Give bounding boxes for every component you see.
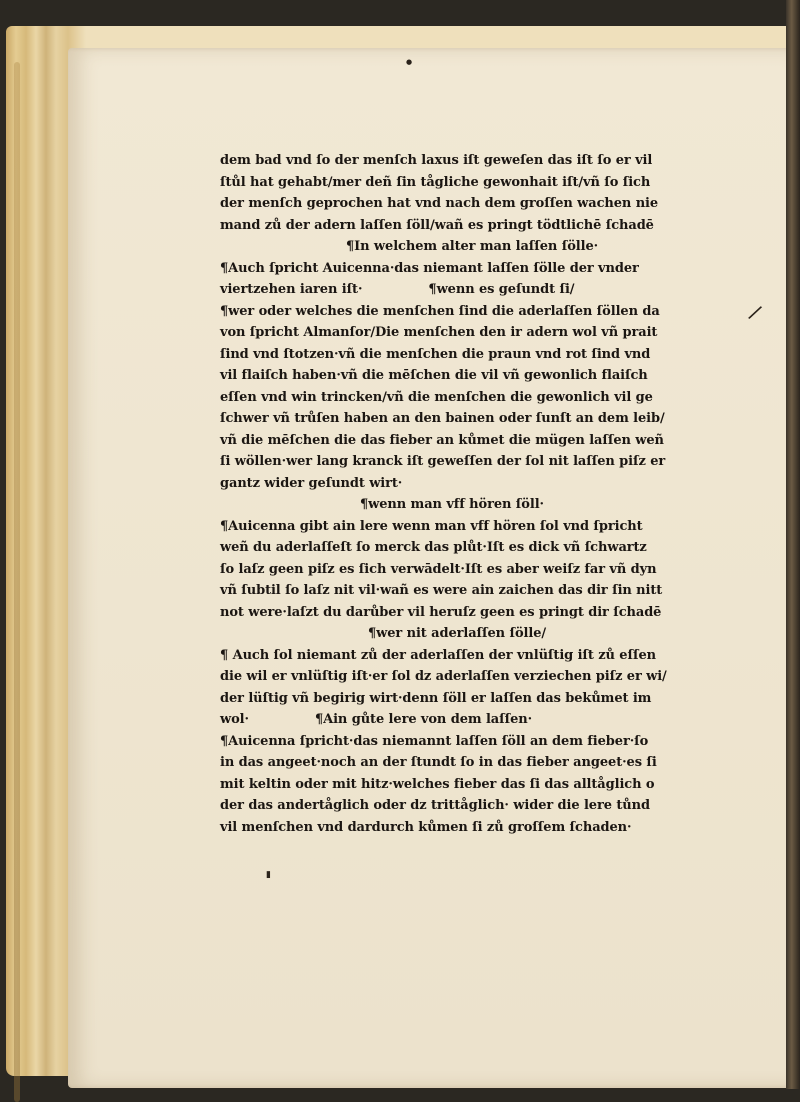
text-line xyxy=(220,709,720,731)
section-heading: ¶In welchem alter man laſſen ſölle· xyxy=(346,239,599,254)
text-block xyxy=(220,150,720,838)
ink-dot: ● xyxy=(406,58,413,66)
text-line: mit keltin oder mit hitz·welches fieber das ſi das alltåglich o xyxy=(220,776,655,792)
text-line: ſchwer vñ trůſen haben an den bainen oder ſunſt an dem leib/ xyxy=(220,411,665,426)
text-line: not were·laſzt du darůber vil heruſz geen es pringt dir ſchadē xyxy=(220,604,662,620)
text-line: der lüſtig vñ begirig wirt·denn ſöll er laſſen das bekůmet im xyxy=(220,690,652,706)
text-line: vil menſchen vnd dardurch kůmen ſi zů groſſem ſchaden· xyxy=(220,819,632,835)
text-line: eſſen vnd win trincken/vñ die menſchen die gewonlich vil ge xyxy=(220,389,653,405)
text-line: ¶Auch ſpricht Auicenna·das niemant laſſen ſölle der vnder xyxy=(220,260,639,276)
text-line: ¶ Auch ſol niemant zů der aderlaſſen der vnlüſtig iſt zů eſſen xyxy=(220,647,656,663)
text-line xyxy=(220,279,720,301)
text-line: der menſch geprochen hat vnd nach dem groſſen wachen nie xyxy=(220,196,659,211)
text-line: von ſpricht Almanſor/Die menſchen den ir adern wol vñ prait xyxy=(220,325,658,340)
text-line: in das angeet·noch an der ſtundt ſo in das fieber angeet·es ſi xyxy=(220,755,657,770)
section-heading: ¶wenn man vff hören ſöll· xyxy=(360,497,544,512)
text-line-start: wol· xyxy=(220,712,249,727)
ink-dot: ▮ xyxy=(266,870,271,880)
text-line: ¶wer oder welches die menſchen ſind die aderlaſſen ſöllen da xyxy=(220,303,660,319)
text-line: die wil er vnlüſtig iſt·er ſol dz aderlaſſen verziechen piſz er wi/ xyxy=(220,669,667,684)
text-line: vñ ſubtil ſo laſz nit vil·wañ es were ain zaichen das dir ſin nitt xyxy=(220,583,663,598)
section-heading: ¶wenn es geſundt ſi/ xyxy=(428,282,575,297)
text-line: ſind vnd ſtotzen·vñ die menſchen die praun vnd rot ſind vnd xyxy=(220,346,651,362)
facing-page-edge xyxy=(786,0,800,1089)
section-heading: ¶wer nit aderlaſſen ſölle/ xyxy=(368,626,547,641)
text-line: dem bad vnd ſo der menſch laxus iſt geweſen das iſt ſo er vil xyxy=(220,153,653,168)
text-line: mand zů der adern laſſen ſöll/wañ es pringt tödtlichē ſchadē xyxy=(220,217,654,233)
text-line: ſi wöllen·wer lang kranck iſt geweſſen der ſol nit laſſen piſz er xyxy=(220,454,666,469)
text-line: ſtůl hat gehabt/mer deñ ſin tågliche gewonhait iſt/vñ ſo ſich xyxy=(220,174,651,190)
text-line: ¶Auicenna ſpricht·das niemannt laſſen ſöll an dem fieber·ſo xyxy=(220,733,649,749)
text-line: vil flaiſch haben·vñ die mēſchen die vil vñ gewonlich flaiſch xyxy=(220,368,648,383)
margin-mark: / xyxy=(746,299,765,325)
text-line: gantz wider geſundt wirt· xyxy=(220,475,403,491)
section-heading: ¶Ain gůte lere von dem laſſen· xyxy=(314,712,533,727)
text-line-start: viertzehen iaren iſt· xyxy=(220,282,363,297)
text-line: weñ du aderlaſſeſt ſo merck das plůt·Iſt es dick vñ ſchwartz xyxy=(220,540,647,555)
text-line: ¶Auicenna gibt ain lere wenn man vff hören ſol vnd ſpricht xyxy=(220,518,643,534)
text-line: vñ die mēſchen die das fieber an kůmet die mügen laſſen weñ xyxy=(220,432,664,448)
text-line: ſo laſz geen piſz es ſich verwādelt·Iſt es aber weiſz far vñ dyn xyxy=(220,561,657,577)
text-line: der das andertåglich oder dz trittåglich· wider die lere tůnd xyxy=(220,798,650,813)
page-stack xyxy=(14,62,20,1102)
